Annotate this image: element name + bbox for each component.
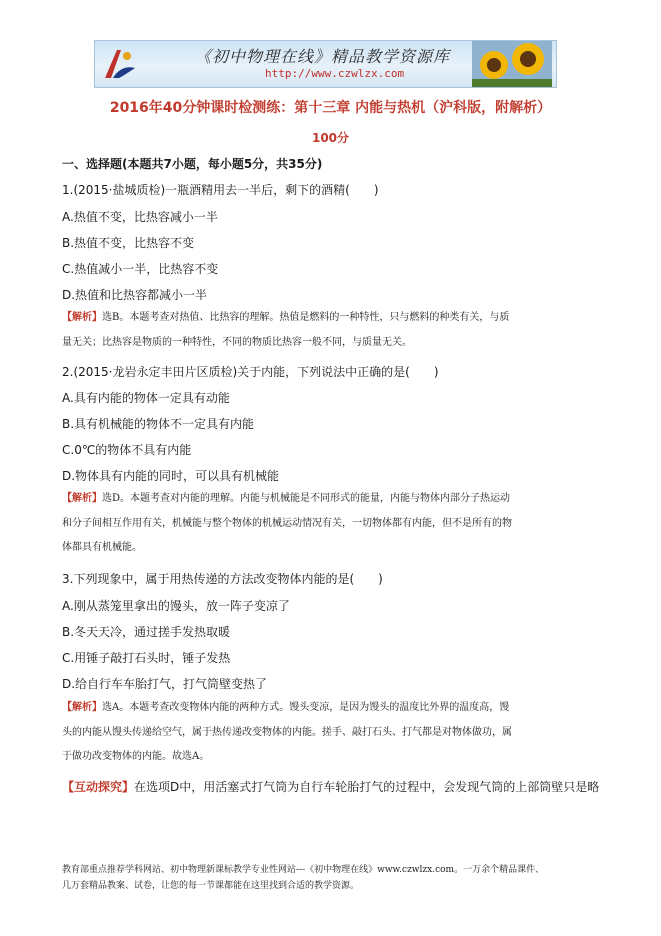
total-score: 100分 [311,131,350,145]
question-3-option-c: C.用锤子敲打石头时，锤子发热 [62,651,231,665]
question-2-option-d: D.物体具有内能的同时，可以具有机械能 [62,469,280,483]
analysis-tag: 【解析】 [62,493,102,504]
question-2-option-a: A.具有内能的物体一定具有动能 [62,391,230,405]
section-heading: 一、选择题(本题共7小题，每小题5分，共35分) [62,157,323,171]
analysis-text: 和分子间相互作用有关，机械能与整个物体的机械运动情况有关，一切物体都有内能，但不是所有的物 [62,517,512,529]
question-3-option-b: B.冬天天冷，通过搓手发热取暖 [62,625,231,639]
analysis-tag: 【解析】 [62,702,102,713]
question-1-option-c: C.热值减小一半，比热容不变 [62,262,219,276]
question-2-stem: 2.(2015·龙岩永定丰田片区质检)关于内能，下列说法中正确的是( ) [62,365,439,379]
question-3-analysis [62,696,592,770]
analysis-text: 选D。本题考查对内能的理解。内能与机械能是不同形式的能量，内能与物体内部分子热运动 [102,493,511,504]
site-logo [99,44,139,84]
footer-line: 教育部重点推荐学科网站、初中物理新课标教学专业性网站---《初中物理在线》www.czwlzx.com。一万余个精品课件、 [62,865,545,875]
question-1-option-a: A.热值不变，比热容减小一半 [62,210,218,224]
sunflower-image [472,41,552,87]
analysis-text: 头的内能从馒头传递给空气，属于热传递改变物体的内能。搓手、敲打石头、打气都是对物体做功，属 [62,726,512,738]
analysis-text: 量无关；比热容是物质的一种特性，不同的物质比热容一般不同，与质量无关。 [62,336,412,348]
question-3-stem: 3.下列现象中，属于用热传递的方法改变物体内能的是( ) [62,572,383,586]
explore-tag: 【互动探究】 [62,780,135,794]
banner-url: http://www.czwlzx.com [265,67,405,80]
question-2-analysis [62,487,592,561]
document-title: 2016年40分钟课时检测练：第十三章 内能与热机（沪科版，附解析） [109,100,552,116]
analysis-text: 选B。本题考查对热值、比热容的理解。热值是燃料的一种特性，只与燃料的种类有关，与质 [102,312,510,323]
question-3-option-a: A.刚从蒸笼里拿出的馒头，放一阵子变凉了 [62,599,290,613]
page-footer [62,862,602,894]
question-3-option-d: D.给自行车车胎打气，打气筒壁变热了 [62,677,268,691]
question-2-option-c: C.0℃的物体不具有内能 [62,443,192,457]
analysis-text: 于做功改变物体的内能。故选A。 [62,751,210,762]
header-banner [94,40,557,88]
explore-text: 在选项D中，用活塞式打气筒为自行车轮胎打气的过程中，会发现气筒的上部筒壁只是略 [134,780,600,794]
question-1-option-b: B.热值不变，比热容不变 [62,236,195,250]
question-1-analysis [62,306,592,355]
question-1-option-d: D.热值和比热容都减小一半 [62,288,208,302]
banner-title: 《初中物理在线》精品教学资源库 [195,47,451,66]
analysis-text: 选A。本题考查改变物体内能的两种方式。馒头变凉，是因为馒头的温度比外界的温度高，馒 [102,702,510,713]
question-1-stem: 1.(2015·盐城质检)一瓶酒精用去一半后，剩下的酒精( ) [62,183,379,197]
interactive-explore [62,778,599,795]
analysis-tag: 【解析】 [62,312,102,323]
analysis-text: 体都具有机械能。 [62,542,142,553]
footer-line: 几万套精品教案、试卷，让您的每一节课都能在这里找到合适的教学资源。 [62,881,360,891]
question-2-option-b: B.具有机械能的物体不一定具有内能 [62,417,255,431]
